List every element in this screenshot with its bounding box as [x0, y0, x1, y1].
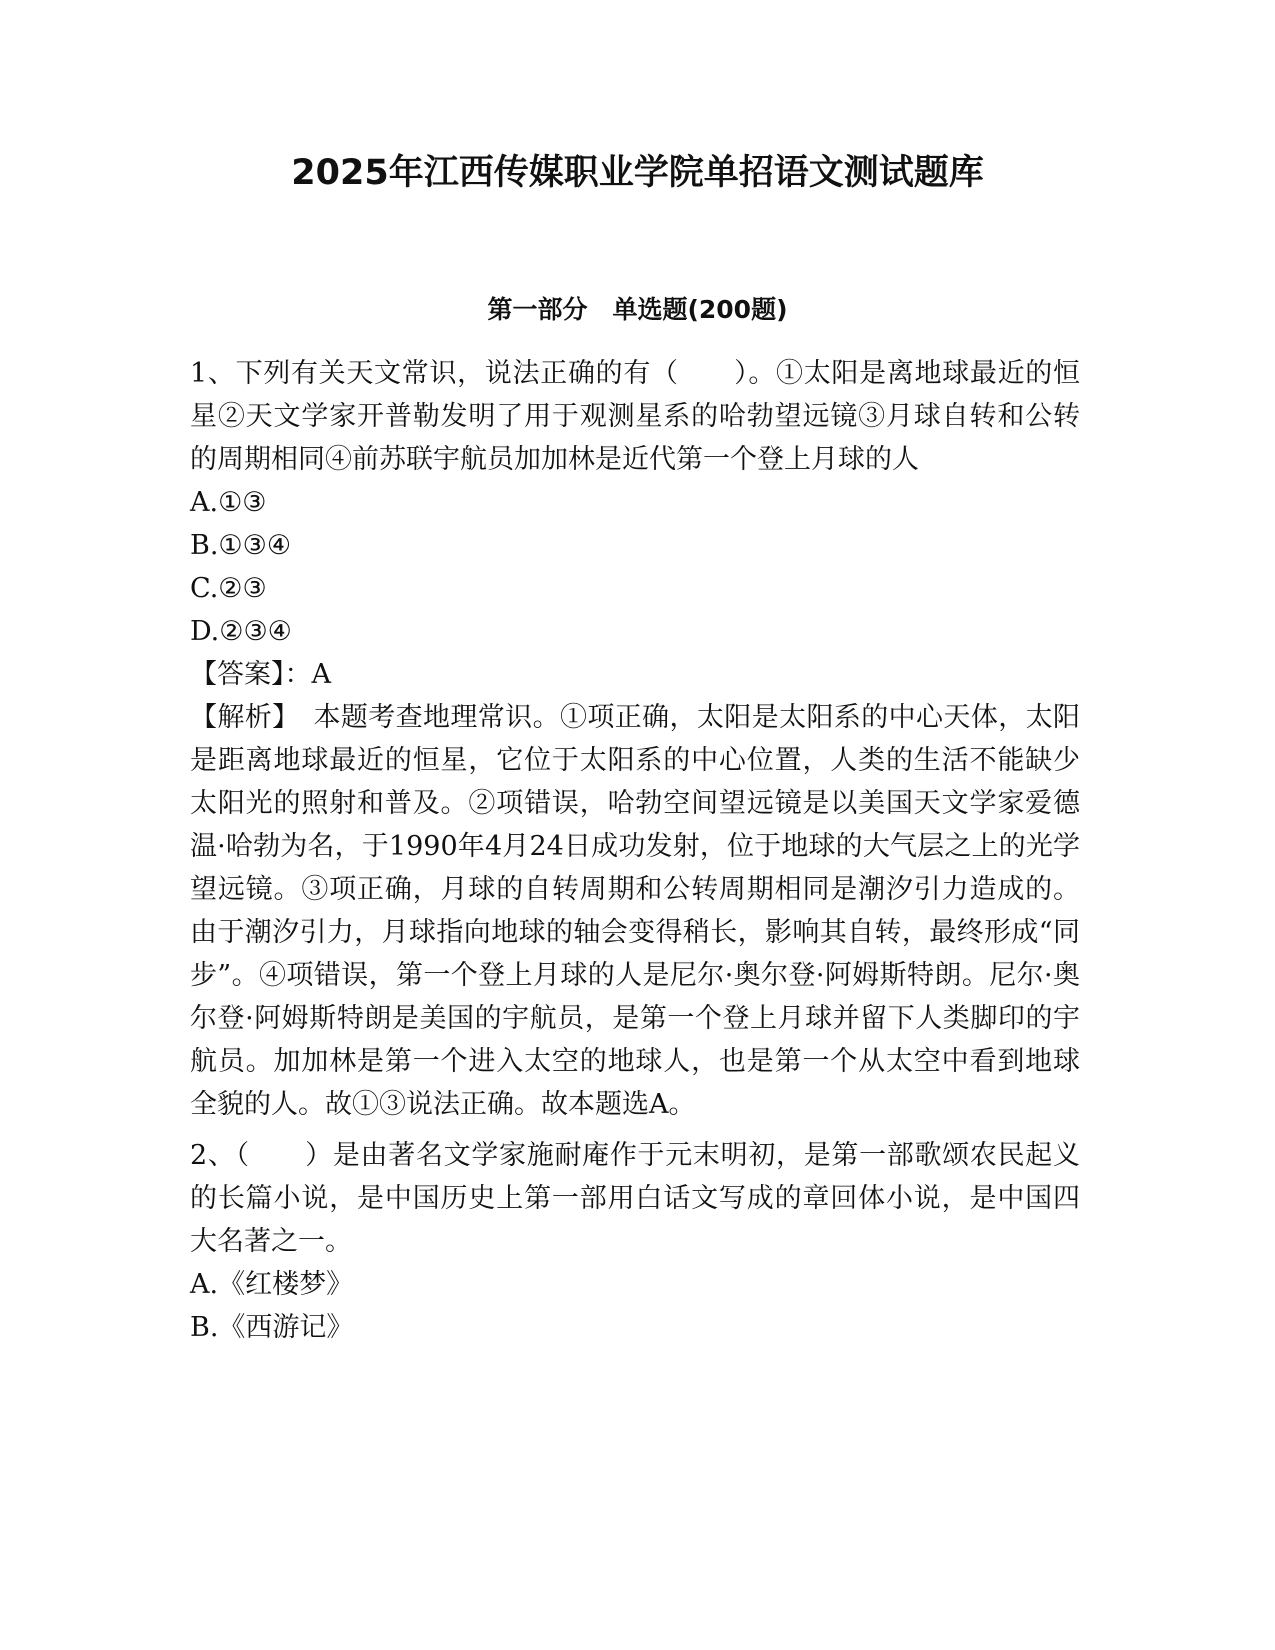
document-body: [190, 352, 1080, 1349]
question-2: [190, 1134, 1080, 1349]
question-1: [190, 352, 1080, 1126]
answer-line: 【答案】：A: [190, 659, 331, 690]
analysis-paragraph: 【解析】 本题考查地理常识。①项正确，太阳是太阳系的中心天体，太阳是距离地球最近的恒星，它位于太阳系的中心位置，人类的生活不能缺少太阳光的照射和普及。②项错误，哈勃空间望远镜是以美国天文学家爱德温·哈勃为名，于1990年4月24日成功发射，位于地球的大气层之上的光学望远镜。③项正确，月球的自转周期和公转周期相同是潮汐引力造成的。由于潮汐引力，月球指向地球的轴会变得稍长，影响其自转，最终形成“同步”。④项错误，第一个登上月球的人是尼尔·奥尔登·阿姆斯特朗。尼尔·奥尔登·阿姆斯特朗是美国的宇航员，是第一个登上月球并留下人类脚印的宇航员。加加林是第一个进入太空的地球人，也是第一个从太空中看到地球全貌的人。故①③说法正确。故本题选A。: [190, 702, 1080, 1120]
section-title: 第一部分 单选题(200题): [487, 295, 788, 324]
question-stem: 2、（ ）是由著名文学家施耐庵作于元末明初，是第一部歌颂农民起义的长篇小说，是中国历史上第一部用白话文写成的章回体小说，是中国四大名著之一。: [190, 1140, 1080, 1257]
option-a: A.《红楼梦》: [190, 1269, 354, 1300]
option-c: C.②③: [190, 573, 267, 604]
document-title: 2025年江西传媒职业学院单招语文测试题库: [291, 153, 984, 193]
option-d: D.②③④: [190, 616, 292, 647]
question-stem: 1、下列有关天文常识，说法正确的有（ ）。①太阳是离地球最近的恒星②天文学家开普勒发明了用于观测星系的哈勃望远镜③月球自转和公转的周期相同④前苏联宇航员加加林是近代第一个登上月球的人: [190, 358, 1080, 475]
option-b: B.①③④: [190, 530, 292, 561]
option-b: B.《西游记》: [190, 1312, 354, 1343]
option-a: A.①③: [190, 487, 267, 518]
